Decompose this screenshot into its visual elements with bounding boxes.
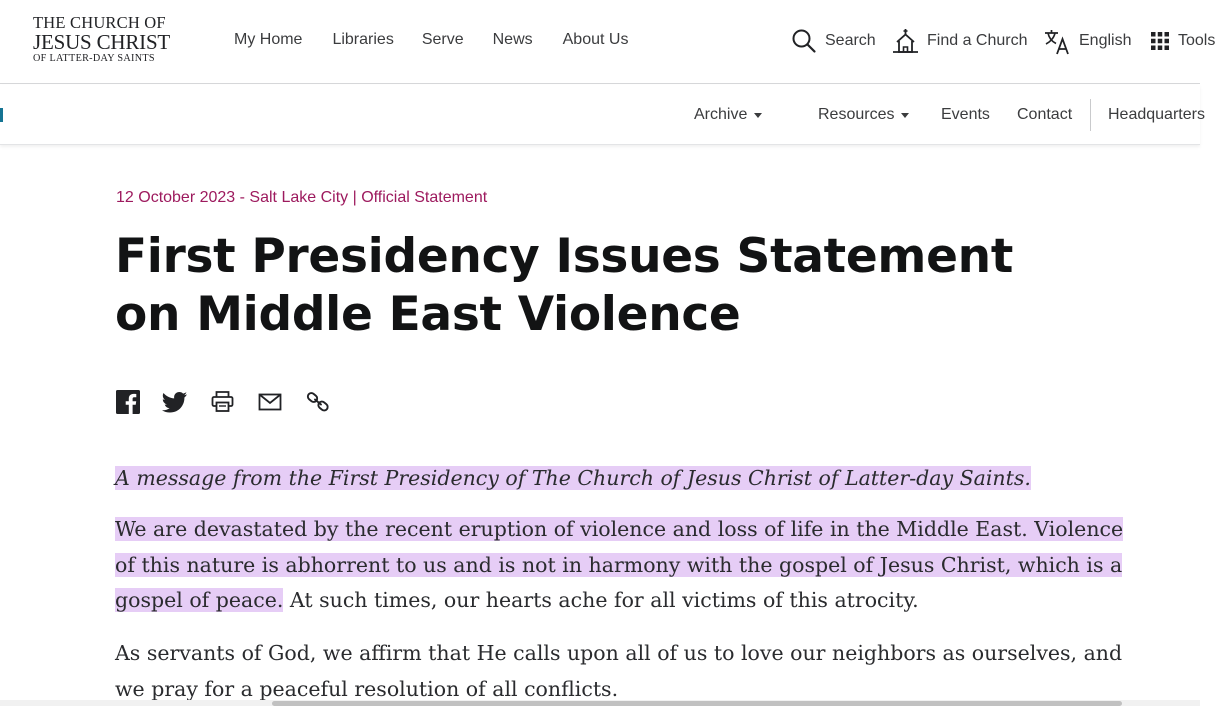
nav-my-home[interactable]: My Home [234,31,303,48]
paragraph-1-rest: At such times, our hearts ache for all victims of this atrocity. [283,588,919,612]
secondary-nav [0,85,1205,145]
search-label: Search [825,32,876,49]
dateline-separator: - [235,189,250,206]
find-church-label: Find a Church [927,32,1028,49]
twitter-icon[interactable] [162,390,188,414]
highlighted-intro: A message from the First Presidency of The Church of Jesus Christ of Latter-day Saints. [115,466,1031,490]
logo-line-3: OF LATTER-DAY SAINTS [33,53,155,64]
article-dateline [116,189,487,207]
main-nav [234,31,658,49]
logo-line-2: JESUS CHRIST [33,30,171,54]
facebook-icon[interactable] [116,390,140,414]
church-logo[interactable] [33,14,183,64]
scrollbar-thumb[interactable] [272,701,1122,706]
nav-serve[interactable]: Serve [421,31,464,48]
link-icon[interactable] [306,390,330,414]
find-church-button[interactable] [892,26,1028,56]
site-header [0,0,1215,84]
search-button[interactable] [791,26,876,56]
church-building-icon [892,28,919,55]
headquarters-link[interactable]: Headquarters [1108,106,1205,123]
nav-libraries[interactable]: Libraries [332,31,394,48]
resources-dropdown[interactable] [818,106,909,124]
article-paragraph-2: As servants of God, we affirm that He calls upon all of us to love our neighbors as ourselves, and we pray for a peaceful resolution of all conflicts. [115,641,1123,701]
article-type-link[interactable]: Official Statement [361,189,488,206]
tools-menu-button[interactable] [1150,26,1215,56]
article-location-link[interactable]: Salt Lake City [249,189,349,206]
nav-news[interactable]: News [492,31,533,48]
print-icon[interactable] [211,390,234,413]
article-intro [115,461,1125,497]
article-title: First Presidency Issues Statement on Middle East Violence [115,229,1013,342]
tools-label: Tools [1178,32,1215,49]
caret-down-icon [901,113,909,118]
highlighted-text: We are devastated by the recent eruption of violence and loss of life in the Middle East. Violence of this nature is abhorrent to us and is not in harmony with the gospel of Jesus Christ, which is a gospel of peace. [115,517,1124,612]
article-paragraph-1 [115,512,1125,619]
archive-dropdown[interactable] [694,106,762,124]
article-date: 12 October 2023 [116,189,236,206]
search-icon [791,28,817,54]
email-icon[interactable] [258,390,282,414]
logo-line-1: THE CHURCH OF [33,13,166,32]
caret-down-icon [754,113,762,118]
translate-icon [1044,28,1071,55]
nav-about-us[interactable]: About Us [562,31,629,48]
contact-link[interactable]: Contact [1017,106,1073,123]
grid-apps-icon [1150,31,1170,51]
language-selector[interactable] [1044,26,1131,56]
nav-divider [1090,99,1091,131]
language-label: English [1079,32,1132,49]
events-link[interactable]: Events [941,106,990,123]
archive-label: Archive [694,106,748,123]
section-link-edge[interactable] [0,108,3,122]
resources-label: Resources [818,106,895,123]
dateline-separator: | [348,189,362,206]
